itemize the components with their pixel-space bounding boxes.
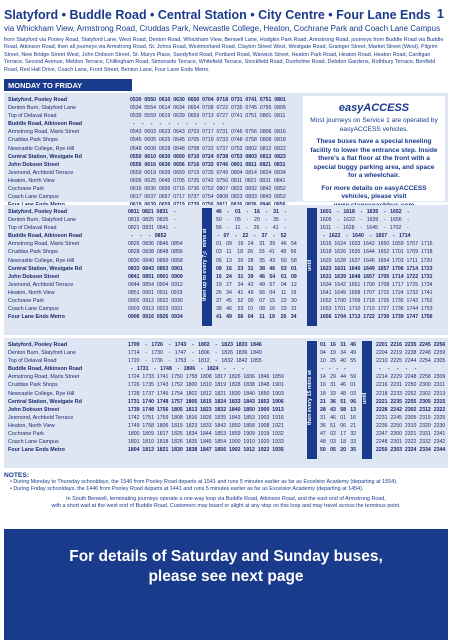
time-row: 2210 2225 2244 2254 2305 (376, 358, 446, 365)
time-row: 2231 2245 2305 2315 2325 (376, 414, 446, 421)
time-row: 2218 2233 2252 2302 2313 (376, 390, 446, 397)
time-row: 2216 2231 2250 2300 2311 (376, 382, 445, 389)
time-row: 38 46 53 01 08 16 23 31 (216, 306, 300, 313)
time-row: 1801 1810 1818 1826 1835 1845 1854 1900 1910 1920 1933 (128, 439, 284, 446)
stop-name: Jesmond, Archbold Terrace (8, 169, 74, 176)
time-row: 2201 2216 2235 2245 2256 (376, 342, 446, 348)
time-row: 1742 1751 1759 1808 1816 1826 1835 1843 1853 1903 1916 (128, 414, 284, 421)
time-row: 16 24 31 39 46 54 01 09 (216, 273, 300, 280)
minutes-grid (320, 341, 358, 454)
time-row: 0903 0913 0923 0931 (128, 306, 185, 313)
time-row: 2247 2300 2321 2331 2341 (376, 431, 446, 438)
time-row: 0548 0608 0628 0648 0708 0722 0737 0752 0802 0812 0822 (130, 145, 286, 152)
stop-name: Central Station, Westgate Rd (8, 153, 82, 160)
stop-name: Newcastle College, Rye Hill (8, 390, 75, 397)
time-row: 0830 0840 0850 0858 (128, 257, 185, 264)
stop-name: Slatyford, Pooley Road (8, 342, 68, 348)
time-row: 21 36 51 06 (320, 398, 358, 405)
time-row: 0545 0605 0625 0645 0705 0719 0733 0748 0758 0808 0818 (130, 137, 286, 144)
time-row: 48 03 18 33 (320, 439, 358, 446)
stop-name: Coach Lane Campus (8, 439, 59, 446)
stop-list (8, 208, 128, 321)
time-row: 1804 1813 1821 1830 1838 1847 1856 1902 1912 1922 1935 (128, 447, 284, 454)
stop-name: Cruddas Park Shops (8, 249, 58, 256)
time-row: - - - - - - - - - - - (130, 121, 227, 128)
time-row: - - - - - (376, 366, 420, 373)
stop-name: Central Station, Westgate Rd (8, 265, 82, 272)
time-row: 1714 - 1730 - 1747 - 1806 - 1826 1836 1849 (128, 350, 262, 357)
note-schoolday-mon-thu: • During Monday to Thursday schooldays, the 1546 from Pooley Road departs at 1541 and runs 5 minutes earlier as far as Excelsior Academy (departing at 1554). (10, 479, 398, 485)
stop-name: Slatyford, Pooley Road (8, 209, 68, 215)
easy-access-intro: Most journeys on Service 1 are operated by easyACCESS vehicles. (310, 117, 438, 133)
time-row: 1620 1628 1637 1646 1654 1703 1711 1720 (320, 257, 434, 264)
time-row: 2214 2229 2248 2258 2309 (376, 374, 446, 381)
time-row: 0556 0616 0636 0656 0716 0732 0746 0801 0811 0821 0831 (130, 161, 286, 168)
route-title: Slatyford • Buddle Road • Central Station • City Centre • Four Lane Ends (4, 8, 431, 22)
header (4, 6, 448, 24)
time-row: 1726 1735 1743 1752 1800 1810 1819 1828 1838 1848 1901 (128, 382, 284, 389)
time-row: 0828 0838 0848 0856 (128, 249, 185, 256)
time-row: 0530 0550 0610 0630 0650 0704 0718 0731 0741 0751 0801 (130, 97, 286, 103)
stop-name: Coach Lane Campus (8, 306, 59, 313)
time-row: 0815 0825 0835 - (128, 217, 179, 224)
stop-name: Newcastle College, Rye Hill (8, 145, 75, 152)
time-row: - 1622 - 1640 - 1657 - 1714 (320, 233, 412, 240)
stop-name: Top of Delaval Road (8, 113, 57, 120)
time-row: 0617 0637 0657 0717 0737 0754 0808 0823 0833 0843 0853 (130, 194, 286, 201)
time-row: 2204 2219 2238 2248 2259 (376, 350, 446, 357)
times-grid-left (128, 341, 284, 454)
stop-name: John Dobson Street (8, 273, 60, 280)
time-row: 31 46 01 16 (320, 414, 358, 421)
time-row: 16 31 46 01 (320, 382, 358, 389)
time-row: 1720 - 1736 - 1753 - 1812 - 1832 1842 1855 (128, 358, 262, 365)
time-row: 0811 0821 0831 - (128, 209, 179, 215)
note-schoolday-fri: • During Friday schooldays, the 1446 from Pooley Road departs at 1441 and runs 5 minutes earlier as far as Excelsior Academy (departing at 1454). (10, 486, 364, 492)
stop-name: Cochrane Park (8, 298, 44, 305)
stop-name: Jesmond, Archbold Terrace (8, 281, 74, 288)
time-row: 28 43 58 13 (320, 406, 358, 413)
note-loop-cont: with a short wait at the west end of Buddle Road. Customers may board or alight at any stop on this loop and may travel across the terminus point. (51, 503, 401, 509)
stop-name: Top of Delaval Road (8, 225, 57, 232)
time-row: 08 16 23 31 38 46 53 01 (216, 265, 300, 272)
time-row: 18 33 48 03 (320, 390, 358, 397)
stop-name: Buddle Road, Atkinson Road (8, 121, 83, 128)
time-row: 0851 0901 0911 0919 (128, 289, 184, 296)
easy-access-title: easyACCESS (338, 102, 410, 114)
time-row: 0902 0912 0922 0930 (128, 298, 185, 305)
times-grid-right (320, 208, 434, 321)
stop-name: Coach Lane Campus (8, 194, 59, 201)
time-row: 47 02 17 32 (320, 431, 358, 438)
time-row: 01 09 16 24 31 39 46 54 (216, 241, 300, 248)
time-row: 1728 1737 1745 1754 1802 1812 1821 1830 1840 1850 1903 (128, 390, 284, 397)
stop-list (8, 96, 128, 209)
stop-name: John Dobson Street (8, 406, 60, 413)
time-row: 1605 - 1622 - 1639 - 1656 - (320, 217, 412, 224)
notes-title: NOTES: (4, 472, 29, 479)
stop-name: Cruddas Park Shops (8, 382, 58, 389)
time-row: - - - 0852 (128, 233, 168, 240)
stop-list (8, 341, 128, 454)
stop-name: Heaton, North View (8, 422, 55, 429)
time-row: - 07 - 22 - 37 - 52 (216, 233, 290, 240)
time-row: 1749 1758 1806 1815 1823 1833 1842 1850 1858 1908 1921 (128, 422, 284, 429)
time-row: 05 13 20 28 35 43 50 58 (216, 257, 300, 264)
time-row: 50 - 05 - 20 - 35 - (216, 217, 290, 224)
timetable-panel-evening (4, 338, 448, 468)
stop-name: Central Station, Westgate Rd (8, 398, 82, 405)
stop-name: Denton Burn, Slatyford Lane (8, 350, 77, 357)
stop-name: Four Lane Ends Metro (8, 447, 65, 454)
time-row: 1731 1740 1748 1757 1805 1815 1824 1833 1843 1853 1906 (128, 398, 284, 405)
time-row: 1641 1649 1658 1707 1715 1724 1732 1741 (320, 289, 434, 296)
time-row: 26 34 41 49 56 04 11 19 (216, 289, 300, 296)
day-section-label: MONDAY TO FRIDAY (4, 79, 132, 91)
time-row: 10 25 40 55 (320, 358, 358, 365)
stop-name: Cochrane Park (8, 186, 44, 193)
time-row: 1656 1704 1713 1722 1730 1739 1747 1756 (320, 314, 434, 321)
stop-name: Jesmond, Archbold Terrace (8, 414, 74, 421)
stop-name: Heaton, North View (8, 289, 55, 296)
time-row: 50 05 20 35 (320, 447, 358, 454)
time-row: 1634 1642 1651 1700 1708 1717 1725 1734 (320, 281, 434, 288)
route-description: from Slatyford via Pooley Road, Slatyford Lane, West Road, Denton Road, Whickham View, Benwell Lane, Hodgkin Park Road, Armstrong Road, journeys from Buddle Road via Buddle Road, Atkinson Road, then all journeys via Armstrong Road, St. Johns Road, Westmorland Road, Clayton Street West, Westgate Road, Grainger Street, Market Street (West), Pilgrim Street, New Bridge Street West, John Dobson Street, St. Marys Place, Sandyford Road, Portland Road, Warwick Street, Heaton Park Road, Heaton Road, Heaton Road, Cardigan Terrace, Second Avenue, Meldon Terrace, Chillingham Road, Simonside Terrace, Whitefield Terrace, Stockfield Road, Dunholme Road, Debdon Gardens, Rothbury Terrace, Benfield Road, Red Hall Drive, Coach Lane, Front Street, Benton Lane, Four Lane Ends Metro. (4, 37, 444, 73)
timetable-panel-daytime (4, 205, 448, 335)
stop-name: Heaton, North View (8, 177, 55, 184)
times-grid (130, 96, 286, 209)
stop-name: Buddle Road, Atkinson Road (8, 233, 83, 240)
time-row: 2248 2301 2322 2332 2342 (376, 439, 446, 446)
easy-access-box (302, 95, 446, 202)
time-row: 1739 1748 1756 1805 1813 1823 1832 1840 1850 1900 1913 (128, 406, 284, 413)
time-row: 0841 0851 0901 0909 (128, 273, 185, 280)
stop-name: Buddle Road, Atkinson Road (8, 366, 83, 373)
time-row: 1724 1733 1741 1750 1758 1808 1817 1826 1836 1846 1859 (128, 374, 284, 381)
easy-access-features: These buses have a special kneeling facility to lower the entrance step. Inside there's a flat floor at the front with a special buggy parking area, and space for a wheelchair. (310, 138, 438, 179)
time-row: 1631 1639 1648 1657 1705 1714 1722 1731 (320, 273, 434, 280)
easy-access-link: For more details on easyACCESS vehicles, please visit (321, 184, 427, 200)
time-row: 41 49 56 04 11 19 26 34 (216, 314, 300, 321)
time-row: 37 45 52 00 07 15 22 30 (216, 298, 300, 305)
until-label: until (362, 341, 372, 459)
time-row: 0534 0554 0614 0634 0654 0708 0722 0735 0745 0755 0805 (130, 105, 286, 112)
weekend-banner-line1: For details of Saturday and Sunday buses, (69, 548, 383, 565)
note-loop: In South Benwell, terminating journeys operate a one-way loop via Buddle Road, Atkinson Road, and the east end of Armstrong Road, (66, 496, 386, 502)
time-row: 03 11 18 26 33 41 48 56 (216, 249, 300, 256)
stop-name: John Dobson Street (8, 161, 60, 168)
route-number: 1 (436, 6, 444, 21)
frequency-label: then up to every 7½ mins at (202, 208, 212, 326)
stop-name: Top of Delaval Road (8, 358, 57, 365)
weekend-banner-line2: please see next page (148, 568, 304, 585)
time-row: 04 19 34 49 (320, 350, 358, 357)
time-row: 36 51 06 21 (320, 422, 358, 429)
time-row: - - - - (320, 366, 348, 373)
time-row: 46 - 01 - 16 - 31 - (216, 209, 290, 215)
time-row: 0821 0831 0841 - (128, 225, 179, 232)
time-row: 0550 0610 0630 0650 0710 0724 0738 0753 0803 0813 0823 (130, 153, 286, 160)
time-row: 2236 2250 2310 2320 2330 (376, 422, 446, 429)
stop-name: Armstrong Road, Maris Street (8, 374, 80, 381)
time-row: 1800 1809 1817 1825 1834 1844 1853 1859 1909 1919 1932 (128, 431, 284, 438)
time-row: 1616 1624 1633 1642 1650 1659 1707 1716 (320, 241, 434, 248)
time-row: 1601 - 1618 - 1635 - 1652 - (320, 209, 412, 215)
stop-name: Cochrane Park (8, 431, 44, 438)
time-row: 0605 0625 0645 0705 0725 0742 0756 0811 0821 0831 0841 (130, 177, 286, 184)
stop-name: Four Lane Ends Metro (8, 314, 65, 321)
stop-name: Denton Burn, Slatyford Lane (8, 105, 77, 112)
notes-section (4, 472, 448, 510)
stop-name: Denton Burn, Slatyford Lane (8, 217, 77, 224)
time-row: 0616 0636 0656 0716 0736 0753 0807 0822 0832 0842 0852 (130, 186, 286, 193)
time-row: 0833 0843 0853 0901 (128, 265, 185, 272)
time-row: 14 29 44 59 (320, 374, 358, 381)
time-row: 2228 2242 2302 2312 2322 (376, 406, 446, 413)
stop-name: Armstrong Road, Maris Street (8, 129, 80, 136)
times-grid-right (376, 341, 445, 454)
time-row: 0559 0619 0639 0659 0719 0735 0749 0804 0814 0824 0834 (130, 169, 286, 176)
time-row: 0826 0836 0846 0854 (128, 241, 185, 248)
minutes-grid (216, 208, 300, 321)
weekend-banner (4, 529, 448, 640)
time-row: 1652 1700 1709 1718 1726 1735 1743 1752 (320, 298, 434, 305)
time-row: 1618 1626 1635 1644 1652 1701 1709 1718 (320, 249, 434, 256)
time-row: 1611 - 1628 - 1645 - 1702 - (320, 225, 412, 232)
until-label: until (307, 208, 317, 326)
route-via: via Whickham View, Armstrong Road, Cruddas Park, Newcastle College, Heaton, Cochrane Park and Coach Lane Campus (4, 24, 441, 33)
time-row: 56 - 11 - 26 - 41 - (216, 225, 289, 232)
time-row: 19 27 34 42 49 57 04 12 (216, 281, 300, 288)
time-row: 1653 1701 1710 1719 1727 1736 1744 1753 (320, 306, 434, 313)
stop-name: Armstrong Road, Maris Street (8, 241, 80, 248)
frequency-label: then every 15 mins at (307, 341, 317, 459)
time-row: 0543 0603 0623 0643 0703 0717 0731 0746 0756 0806 0816 (130, 129, 286, 136)
time-row: 2250 2303 2324 2334 2344 (376, 447, 446, 454)
time-row: 01 16 31 46 (320, 342, 358, 348)
time-row: 0539 0559 0619 0639 0659 0713 0727 0741 0751 0801 0811 (130, 113, 286, 120)
stop-name: Slatyford, Pooley Road (8, 97, 68, 103)
time-row: 1709 - 1726 - 1743 - 1802 - 1823 1833 1846 (128, 342, 262, 348)
times-grid-left (128, 208, 184, 321)
time-row: 0844 0854 0904 0912 (128, 281, 185, 288)
time-row: 0906 0916 0926 0934 (128, 314, 185, 321)
time-row: 1623 1631 1640 1649 1657 1706 1714 1723 (320, 265, 434, 272)
time-row: - 1731 - 1748 - 1806 - 1824 - - - (128, 366, 247, 373)
time-row: 2221 2235 2255 2305 2315 (376, 398, 446, 405)
stop-name: Cruddas Park Shops (8, 137, 58, 144)
stop-name: Newcastle College, Rye Hill (8, 257, 75, 264)
